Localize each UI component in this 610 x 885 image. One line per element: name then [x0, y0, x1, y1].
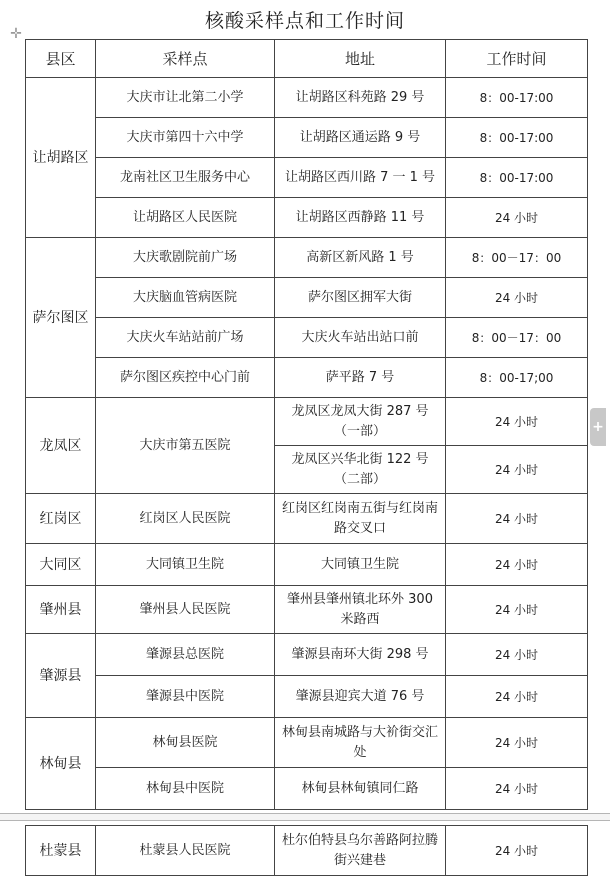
site-cell: 杜蒙县人民医院: [96, 826, 275, 876]
header-site: 采样点: [96, 40, 275, 78]
table-row: [26, 718, 588, 768]
site-cell: 萨尔图区疾控中心门前: [96, 358, 275, 398]
county-cell: 萨尔图区: [26, 238, 96, 398]
address-cell: 杜尔伯特县乌尔善路阿拉腾街兴建巷: [275, 826, 446, 876]
hours-cell: 24 小时: [446, 718, 588, 768]
address-cell: 让胡路区通运路 9 号: [275, 118, 446, 158]
county-cell: 红岗区: [26, 494, 96, 544]
address-cell: 让胡路区西静路 11 号: [275, 198, 446, 238]
hours-cell: 24 小时: [446, 494, 588, 544]
hours-cell: 24 小时: [446, 278, 588, 318]
table-row: [26, 676, 588, 718]
sampling-sites-table-continued: [25, 825, 588, 876]
site-cell: 红岗区人民医院: [96, 494, 275, 544]
sampling-sites-table: [25, 39, 588, 810]
site-cell: 林甸县中医院: [96, 768, 275, 810]
address-cell: 龙凤区龙凤大街 287 号（一部）: [275, 398, 446, 446]
county-cell: 林甸县: [26, 718, 96, 810]
address-cell: 红岗区红岗南五街与红岗南路交叉口: [275, 494, 446, 544]
table-row: [26, 544, 588, 586]
table-row: [26, 238, 588, 278]
hours-cell: 24 小时: [446, 198, 588, 238]
page-title: 核酸采样点和工作时间: [204, 10, 405, 32]
table-row: [26, 768, 588, 810]
address-cell: 让胡路区科苑路 29 号: [275, 78, 446, 118]
hours-cell: 24 小时: [446, 676, 588, 718]
address-cell: 肇州县肇州镇北环外 300 米路西: [275, 586, 446, 634]
site-cell: 大庆歌剧院前广场: [96, 238, 275, 278]
hours-cell: 24 小时: [446, 768, 588, 810]
hours-cell: 24 小时: [446, 826, 588, 876]
side-expand-tab-icon[interactable]: +: [590, 408, 606, 446]
hours-cell: 8：00-17;00: [446, 358, 588, 398]
county-cell: 龙凤区: [26, 398, 96, 494]
table-row: [26, 158, 588, 198]
address-cell: 大庆火车站出站口前: [275, 318, 446, 358]
site-cell: 肇源县总医院: [96, 634, 275, 676]
address-cell: 龙凤区兴华北街 122 号（二部）: [275, 446, 446, 494]
hours-cell: 24 小时: [446, 586, 588, 634]
county-cell: 让胡路区: [26, 78, 96, 238]
header-address: 地址: [275, 40, 446, 78]
table-row: [26, 398, 588, 446]
address-cell: 让胡路区西川路 7 一 1 号: [275, 158, 446, 198]
hours-cell: 8：00－17：00: [446, 318, 588, 358]
county-cell: 肇州县: [26, 586, 96, 634]
table-row: [26, 634, 588, 676]
table-row: [26, 118, 588, 158]
address-cell: 林甸县南城路与大衸街交汇处: [275, 718, 446, 768]
hours-cell: 8：00-17:00: [446, 78, 588, 118]
county-cell: 大同区: [26, 544, 96, 586]
site-cell: 龙南社区卫生服务中心: [96, 158, 275, 198]
header-hours: 工作时间: [446, 40, 588, 78]
header-county: 县区: [26, 40, 96, 78]
table-row: [26, 318, 588, 358]
site-cell: 让胡路区人民医院: [96, 198, 275, 238]
address-cell: 高新区新风路 1 号: [275, 238, 446, 278]
table-row: [26, 494, 588, 544]
table-row: [26, 278, 588, 318]
site-cell: 大庆火车站站前广场: [96, 318, 275, 358]
site-cell: 大同镇卫生院: [96, 544, 275, 586]
site-cell: 肇源县中医院: [96, 676, 275, 718]
hours-cell: 8：00-17:00: [446, 118, 588, 158]
hours-cell: 24 小时: [446, 398, 588, 446]
table-move-handle-icon[interactable]: ✛: [10, 26, 22, 42]
table-row: [26, 358, 588, 398]
site-cell: 林甸县医院: [96, 718, 275, 768]
table-row: [26, 586, 588, 634]
site-cell: 大庆市让北第二小学: [96, 78, 275, 118]
address-cell: 萨尔图区拥军大街: [275, 278, 446, 318]
address-cell: 林甸县林甸镇同仁路: [275, 768, 446, 810]
site-cell: 肇州县人民医院: [96, 586, 275, 634]
county-cell: 肇源县: [26, 634, 96, 718]
page-break-divider: [0, 813, 610, 821]
table-row: [26, 78, 588, 118]
table-row: [26, 826, 588, 876]
hours-cell: 24 小时: [446, 634, 588, 676]
county-cell: 杜蒙县: [26, 826, 96, 876]
hours-cell: 8：00-17:00: [446, 158, 588, 198]
table-header-row: [26, 40, 588, 78]
table-row: [26, 198, 588, 238]
address-cell: 萨平路 7 号: [275, 358, 446, 398]
site-cell: 大庆市第五医院: [96, 398, 275, 494]
address-cell: 肇源县南环大街 298 号: [275, 634, 446, 676]
hours-cell: 8：00－17：00: [446, 238, 588, 278]
address-cell: 大同镇卫生院: [275, 544, 446, 586]
hours-cell: 24 小时: [446, 544, 588, 586]
site-cell: 大庆市第四十六中学: [96, 118, 275, 158]
hours-cell: 24 小时: [446, 446, 588, 494]
address-cell: 肇源县迎宾大道 76 号: [275, 676, 446, 718]
site-cell: 大庆脑血管病医院: [96, 278, 275, 318]
